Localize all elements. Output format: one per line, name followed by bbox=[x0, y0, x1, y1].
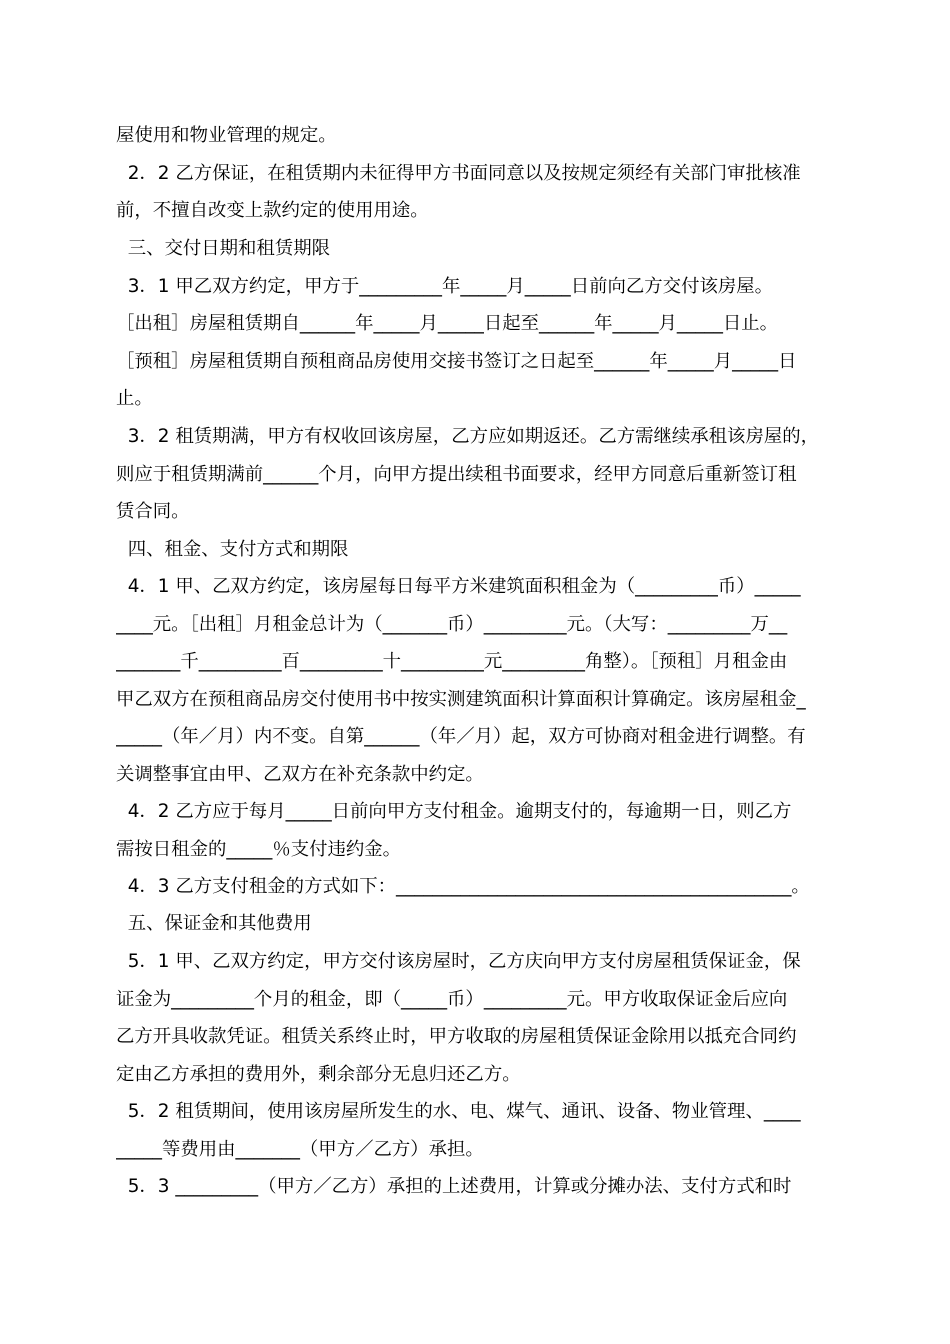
text-line: 4．3 乙方支付租金的方式如下：___________________________________________。 bbox=[116, 876, 810, 897]
text-line: 乙方开具收款凭证。租赁关系终止时，甲方收取的房屋租赁保证金除用以抵充合同约 bbox=[116, 1026, 797, 1047]
text-line: _______千_________百_________十_________元_________角整）。［预租］月租金由 bbox=[116, 651, 788, 672]
text-line: 甲乙双方在预租商品房交付使用书中按实测建筑面积计算面积计算确定。该房屋租金_ bbox=[116, 689, 806, 710]
text-line: 则应于租赁期满前______个月，向甲方提出续租书面要求，经甲方同意后重新签订租 bbox=[116, 464, 797, 485]
text-line: 前，不擅自改变上款约定的使用用途。 bbox=[116, 200, 429, 221]
text-line: 需按日租金的_____％支付违约金。 bbox=[116, 839, 402, 860]
text-line: 赁合同。 bbox=[116, 501, 190, 522]
text-line: 5．3 _________（甲方／乙方）承担的上述费用，计算或分摊办法、支付方式和时 bbox=[116, 1176, 792, 1197]
text-line: 2．2 乙方保证，在租赁期内未征得甲方书面同意以及按规定须经有关部门审批核准 bbox=[116, 163, 801, 184]
section-heading: 五、保证金和其他费用 bbox=[116, 913, 312, 934]
text-line: 证金为_________个月的租金，即（_____币）_________元。甲方收取保证金后应向 bbox=[116, 989, 788, 1010]
text-line: 5．2 租赁期间，使用该房屋所发生的水、电、煤气、通讯、设备、物业管理、____ bbox=[116, 1101, 801, 1122]
text-line: 止。 bbox=[116, 388, 153, 409]
section-heading: 四、租金、支付方式和期限 bbox=[116, 539, 349, 560]
text-line: 5．1 甲、乙双方约定，甲方交付该房屋时，乙方庆向甲方支付房屋租赁保证金，保 bbox=[116, 951, 801, 972]
text-line: 屋使用和物业管理的规定。 bbox=[116, 125, 337, 146]
text-line: _____（年／月）内不变。自第______（年／月）起，双方可协商对租金进行调整。有 bbox=[116, 726, 806, 747]
text-line: ____元。［出租］月租金总计为（_______币）_________元。（大写：_________万__ bbox=[116, 614, 788, 635]
section-heading: 三、交付日期和租赁期限 bbox=[116, 238, 330, 259]
text-line: _____等费用由_______（甲方／乙方）承担。 bbox=[116, 1139, 484, 1160]
text-line: 3．2 租赁期满，甲方有权收回该房屋，乙方应如期返还。乙方需继续承租该房屋的， bbox=[116, 426, 820, 447]
text-line: ［出租］房屋租赁期自______年_____月_____日起至______年_____月_____日止。 bbox=[116, 313, 779, 334]
text-line: ［预租］房屋租赁期自预租商品房使用交接书签订之日起至______年_____月_____日 bbox=[116, 351, 797, 372]
text-line: 4．1 甲、乙双方约定，该房屋每日每平方米建筑面积租金为（_________币）_____ bbox=[116, 576, 801, 597]
text-line: 4．2 乙方应于每月_____日前向甲方支付租金。逾期支付的，每逾期一日，则乙方 bbox=[116, 801, 792, 822]
text-line: 定由乙方承担的费用外，剩余部分无息归还乙方。 bbox=[116, 1064, 521, 1085]
text-line: 关调整事宜由甲、乙双方在补充条款中约定。 bbox=[116, 764, 484, 785]
text-line: 3．1 甲乙双方约定，甲方于_________年_____月_____日前向乙方交付该房屋。 bbox=[116, 276, 774, 297]
